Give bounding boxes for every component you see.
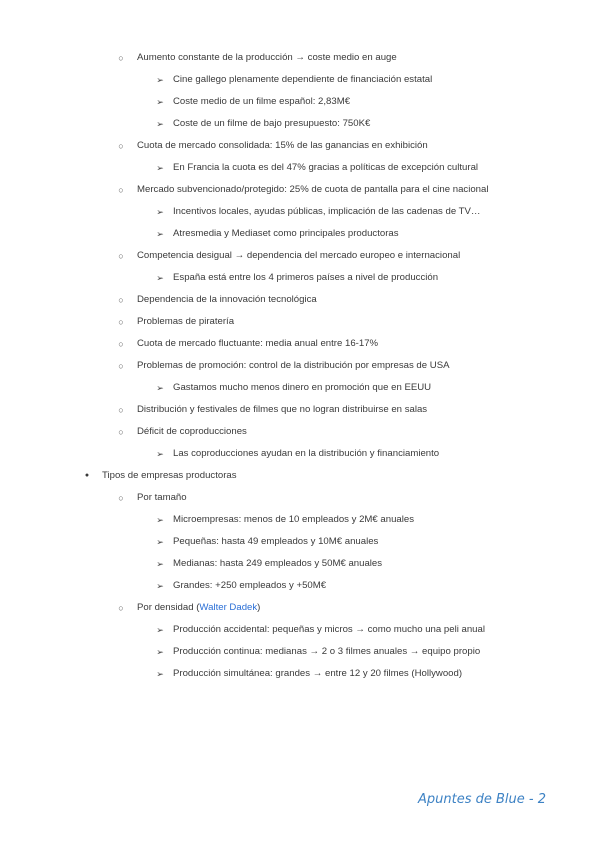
page-footer: Apuntes de Blue - 2 bbox=[418, 792, 547, 807]
outline-item-text: Distribución y festivales de filmes que no logran distribuirse en salas bbox=[137, 404, 428, 415]
bullet-marker: ➢ bbox=[156, 97, 164, 107]
outline-item-text: Gastamos mucho menos dinero en promoción que en EEUU bbox=[173, 382, 432, 393]
bullet-marker: ➢ bbox=[156, 669, 164, 679]
outline-item-text: España está entre los 4 primeros países a nivel de producción bbox=[173, 272, 439, 283]
outline-item-text: Cuota de mercado fluctuante: media anual entre 16-17% bbox=[137, 338, 379, 349]
outline-item-text: Aumento constante de la producción → coste medio en auge bbox=[137, 52, 397, 63]
outline-item-text: Atresmedia y Mediaset como principales productoras bbox=[173, 228, 399, 239]
outline-item-text: Tipos de empresas productoras bbox=[102, 470, 237, 481]
bullet-marker: ○ bbox=[118, 185, 124, 195]
outline-item-text: Competencia desigual → dependencia del mercado europeo e internacional bbox=[137, 250, 461, 261]
bullet-marker: ○ bbox=[118, 405, 124, 415]
outline-item-text: Mercado subvencionado/protegido: 25% de cuota de pantalla para el cine nacional bbox=[137, 184, 489, 195]
bullet-marker: ○ bbox=[118, 603, 124, 613]
outline-item-text: Por tamaño bbox=[137, 492, 187, 503]
outline-item-text: Microempresas: menos de 10 empleados y 2M€ anuales bbox=[173, 514, 415, 525]
bullet-marker: ○ bbox=[118, 295, 124, 305]
outline-item-text: Problemas de piratería bbox=[137, 316, 235, 327]
bullet-marker: ➢ bbox=[156, 207, 164, 217]
bullet-marker: ○ bbox=[118, 251, 124, 261]
outline-item-text: Coste de un filme de bajo presupuesto: 750K€ bbox=[173, 118, 371, 129]
outline-item-text: Problemas de promoción: control de la distribución por empresas de USA bbox=[137, 360, 450, 371]
bullet-marker: ➢ bbox=[156, 559, 164, 569]
outline-item-text: Medianas: hasta 249 empleados y 50M€ anuales bbox=[173, 558, 383, 569]
bullet-marker: ○ bbox=[118, 339, 124, 349]
outline-item-text: Producción continua: medianas → 2 o 3 filmes anuales → equipo propio bbox=[173, 646, 481, 657]
outline-item-text: Cuota de mercado consolidada: 15% de las ganancias en exhibición bbox=[137, 140, 428, 151]
walter-dadek-link[interactable]: Walter Dadek bbox=[199, 602, 258, 613]
outline-item-text: Coste medio de un filme español: 2,83M€ bbox=[173, 96, 351, 107]
outline-item-text: En Francia la cuota es del 47% gracias a políticas de excepción cultural bbox=[173, 162, 479, 173]
bullet-marker: ○ bbox=[118, 427, 124, 437]
bullet-marker: ➢ bbox=[156, 647, 164, 657]
outline-item-text: Grandes: +250 empleados y +50M€ bbox=[173, 580, 327, 591]
bullet-marker: ➢ bbox=[156, 273, 164, 283]
bullet-marker: ➢ bbox=[156, 75, 164, 85]
text-segment: Por densidad ( bbox=[137, 602, 200, 613]
bullet-marker: ➢ bbox=[156, 383, 164, 393]
bullet-marker: ○ bbox=[118, 53, 124, 63]
bullet-marker: ➢ bbox=[156, 537, 164, 547]
bullet-marker: ➢ bbox=[156, 515, 164, 525]
bullet-marker: ➢ bbox=[156, 625, 164, 635]
bullet-marker: ➢ bbox=[156, 449, 164, 459]
outline-item-text: Las coproducciones ayudan en la distribución y financiamiento bbox=[173, 448, 440, 459]
bullet-marker: ○ bbox=[118, 361, 124, 371]
outline-item-text: Producción simultánea: grandes → entre 12 y 20 filmes (Hollywood) bbox=[173, 668, 463, 679]
text-segment: ) bbox=[257, 602, 261, 613]
outline-item-text: Producción accidental: pequeñas y micros → como mucho una peli anual bbox=[173, 624, 485, 635]
outline-item-text: Incentivos locales, ayudas públicas, implicación de las cadenas de TV… bbox=[173, 206, 481, 217]
bullet-marker: ➢ bbox=[156, 581, 164, 591]
bullet-marker: ➢ bbox=[156, 163, 164, 173]
outline-item-text: Déficit de coproducciones bbox=[137, 426, 247, 437]
bullet-marker: ➢ bbox=[156, 229, 164, 239]
bullet-marker: ➢ bbox=[156, 119, 164, 129]
outline-item-text bbox=[137, 602, 260, 614]
bullet-marker: ● bbox=[84, 472, 90, 479]
outline-item-text: Dependencia de la innovación tecnológica bbox=[137, 294, 317, 305]
outline-item-text: Pequeñas: hasta 49 empleados y 10M€ anuales bbox=[173, 536, 379, 547]
bullet-marker: ○ bbox=[118, 317, 124, 327]
outline-item-text: Cine gallego plenamente dependiente de financiación estatal bbox=[173, 74, 433, 85]
bullet-marker: ○ bbox=[118, 493, 124, 503]
bullet-marker: ○ bbox=[118, 141, 124, 151]
